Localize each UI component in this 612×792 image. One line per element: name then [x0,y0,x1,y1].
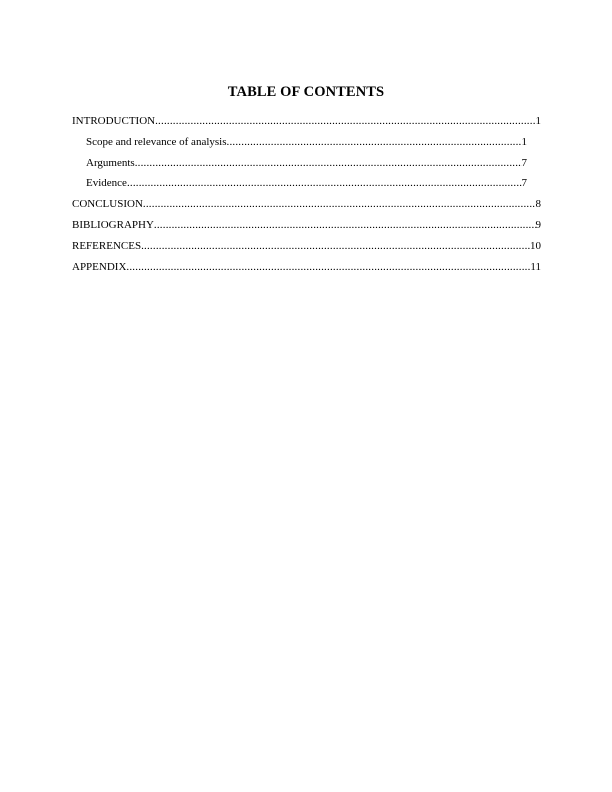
toc-entry-label: REFERENCES [72,239,142,252]
toc-entry-appendix[interactable] [72,260,541,281]
toc-entry-page-number: 7 [521,177,527,190]
toc-entry-arguments[interactable] [72,156,527,177]
toc-entry-label: Evidence [86,177,127,190]
toc-entry-page-number: 10 [530,239,541,252]
toc-entry-evidence[interactable] [72,176,527,197]
toc-dot-leader [135,156,522,170]
toc-entry-label: CONCLUSION [72,198,143,211]
toc-dot-leader [227,135,522,149]
toc-entry-label: Arguments [86,156,135,169]
toc-entry-page-number: 1 [535,115,541,127]
toc-dot-leader [127,176,522,190]
toc-entry-references[interactable] [72,239,541,260]
toc-entry-label: BIBLIOGRAPHY [72,218,154,231]
toc-entry-label: INTRODUCTION [72,115,156,127]
toc-dot-leader [154,218,536,232]
toc-entry-conclusion[interactable] [72,197,541,218]
toc-entry-page-number: 9 [535,218,541,231]
toc-entry-page-number: 1 [521,135,527,148]
toc-entry-page-number: 7 [521,156,527,169]
toc-entry-scope-and-relevance[interactable] [72,135,527,156]
toc-entry-label: Scope and relevance of analysis [86,135,227,148]
toc-dot-leader [126,260,530,274]
toc-title: TABLE OF CONTENTS [227,84,385,100]
toc-entry-label: APPENDIX [72,260,127,273]
toc-dot-leader [143,197,536,211]
toc-dot-leader [155,114,535,128]
toc-entry-page-number: 11 [530,260,541,273]
toc-entry-page-number: 8 [535,198,541,211]
toc-entry-bibliography[interactable] [72,218,541,239]
toc-dot-leader [141,239,530,253]
toc-list [72,114,542,280]
toc-entry-introduction[interactable] [72,114,541,135]
